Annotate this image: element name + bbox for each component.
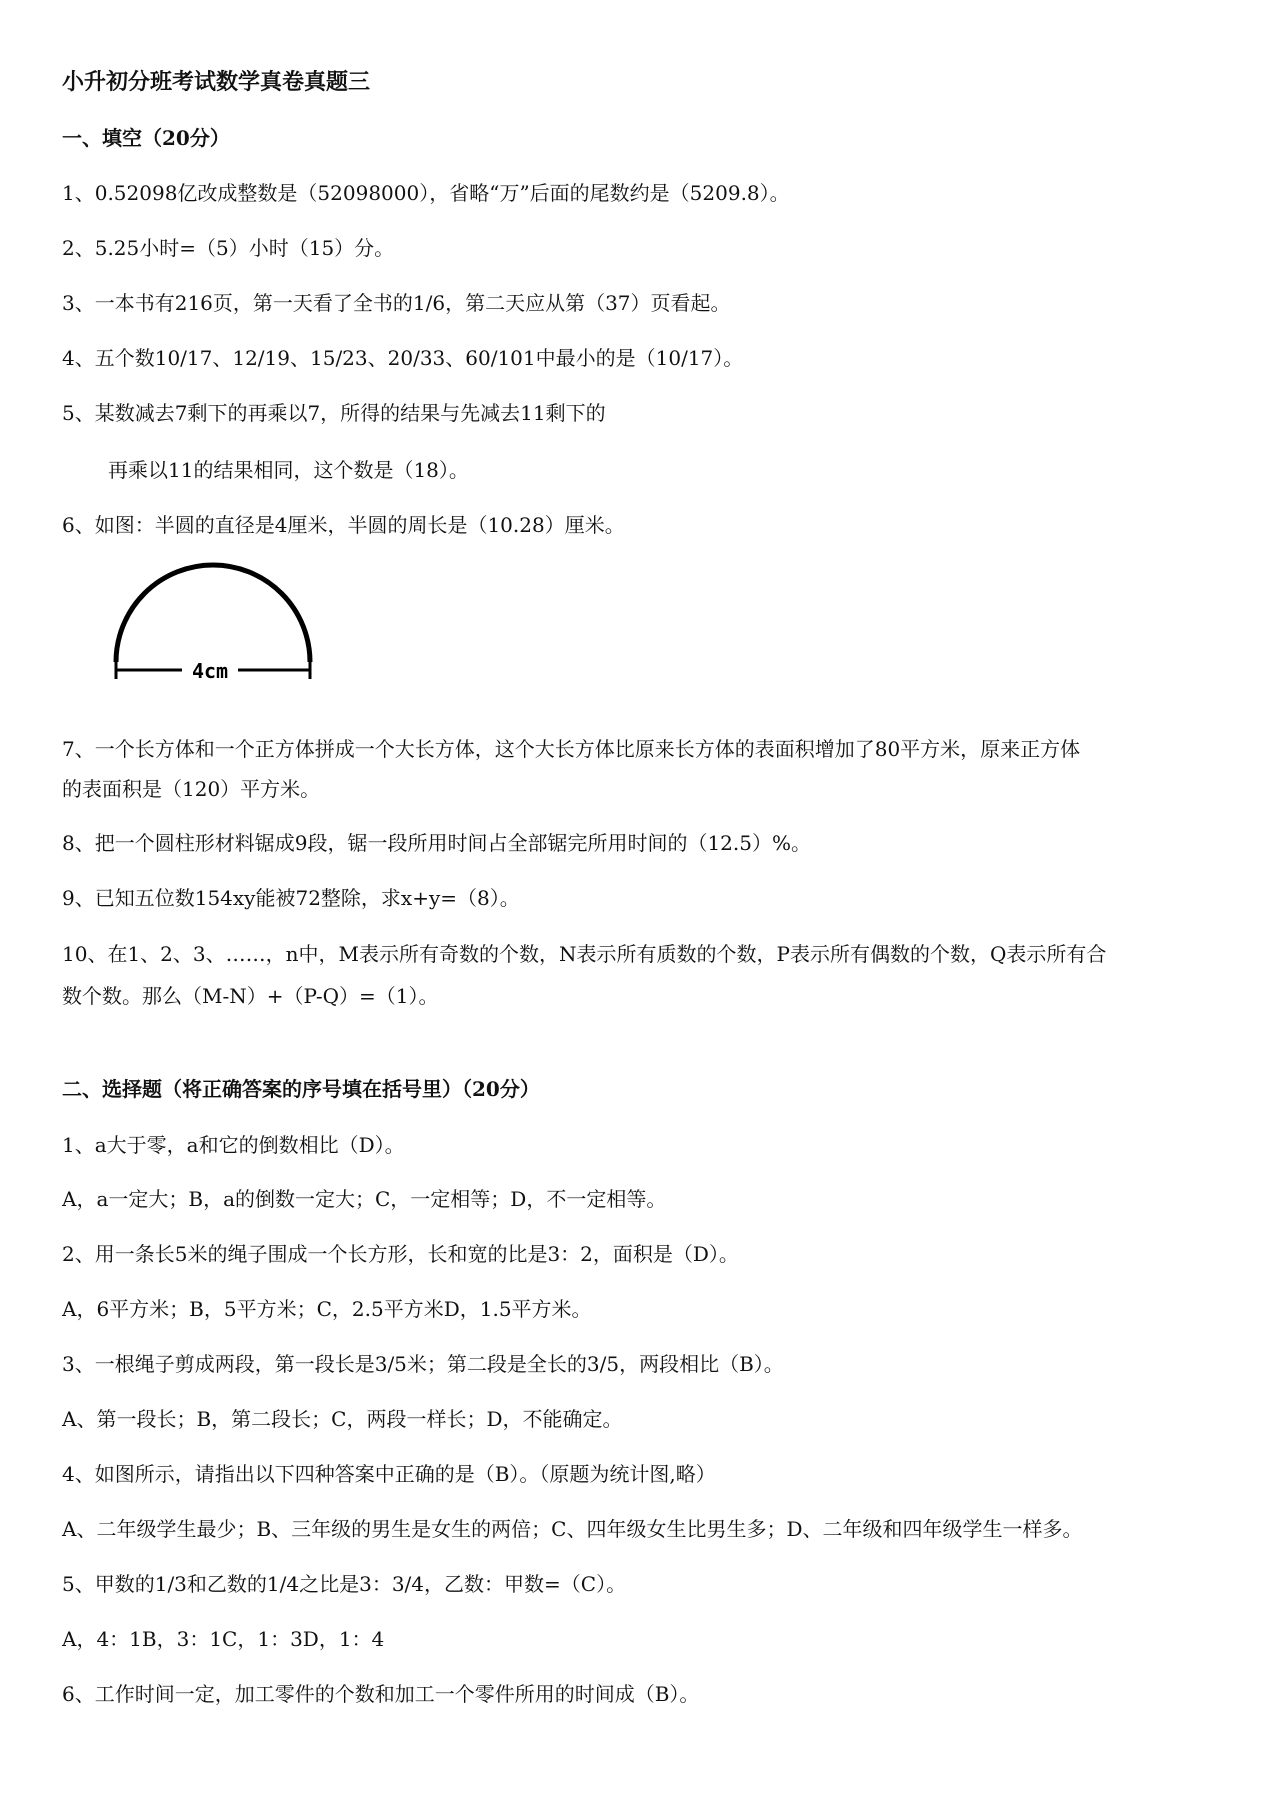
s1-question-10: 10、在1、2、3、……，n中，M表示所有奇数的个数，N表示所有质数的个数，P表示所有偶数的个数，Q表示所有合 — [62, 942, 1107, 966]
s2-question-4-options: A、二年级学生最少；B、三年级的男生是女生的两倍；C、四年级女生比男生多；D、二年级和四年级学生一样多。 — [62, 1517, 1083, 1541]
s1-question-1: 1、0.52098亿改成整数是（52098000），省略“万”后面的尾数约是（5209.8）。 — [62, 181, 790, 205]
section2-heading: 二、选择题（将正确答案的序号填在括号里）（20分） — [62, 1077, 540, 1101]
s1-question-4: 4、五个数10/17、12/19、15/23、20/33、60/101中最小的是（10/17）。 — [62, 346, 744, 370]
s2-question-2: 2、用一条长5米的绳子围成一个长方形，长和宽的比是3：2，面积是（D）。 — [62, 1242, 739, 1266]
page-title: 小升初分班考试数学真卷真题三 — [62, 69, 371, 95]
s1-question-5-cont: 再乘以11的结果相同，这个数是（18）。 — [108, 458, 469, 482]
s2-question-1-options: A，a一定大；B，a的倒数一定大；C，一定相等；D，不一定相等。 — [62, 1187, 667, 1211]
s1-question-8: 8、把一个圆柱形材料锯成9段，锯一段所用时间占全部锯完所用时间的（12.5）%。 — [62, 831, 811, 855]
s1-question-7-cont: 的表面积是（120）平方米。 — [62, 777, 321, 801]
s2-question-5-options: A，4：1B，3：1C，1：3D，1：4 — [62, 1627, 385, 1651]
s2-question-5: 5、甲数的1/3和乙数的1/4之比是3：3/4，乙数：甲数=（C）。 — [62, 1572, 627, 1596]
s1-question-5: 5、某数减去7剩下的再乘以7，所得的结果与先减去11剩下的 — [62, 401, 606, 425]
semicircle-arc — [116, 565, 310, 662]
diameter-label: 4cm — [191, 659, 229, 683]
section1-heading: 一、填空（20分） — [62, 126, 230, 150]
s2-question-1: 1、a大于零，a和它的倒数相比（D）。 — [62, 1133, 405, 1157]
s2-question-3-options: A、第一段长；B，第二段长；C，两段一样长；D，不能确定。 — [62, 1407, 623, 1431]
s1-question-2: 2、5.25小时=（5）小时（15）分。 — [62, 236, 395, 260]
s2-question-2-options: A，6平方米；B，5平方米；C，2.5平方米D，1.5平方米。 — [62, 1297, 592, 1321]
s1-question-7: 7、一个长方体和一个正方体拼成一个大长方体，这个大长方体比原来长方体的表面积增加了80平方米，原来正方体 — [62, 737, 1081, 761]
s1-question-6: 6、如图：半圆的直径是4厘米，半圆的周长是（10.28）厘米。 — [62, 513, 625, 537]
s2-question-4: 4、如图所示，请指出以下四种答案中正确的是（B）。（原题为统计图,略） — [62, 1462, 716, 1486]
s1-question-10-cont: 数个数。那么（M-N）+（P-Q）=（1）。 — [62, 984, 439, 1008]
s1-question-9: 9、已知五位数154xy能被72整除，求x+y=（8）。 — [62, 886, 520, 910]
s1-question-3: 3、一本书有216页，第一天看了全书的1/6，第二天应从第（37）页看起。 — [62, 291, 731, 315]
semicircle-figure — [110, 558, 330, 686]
s2-question-3: 3、一根绳子剪成两段，第一段长是3/5米；第二段是全长的3/5，两段相比（B）。 — [62, 1352, 784, 1376]
s2-question-6: 6、工作时间一定，加工零件的个数和加工一个零件所用的时间成（B）。 — [62, 1682, 700, 1706]
